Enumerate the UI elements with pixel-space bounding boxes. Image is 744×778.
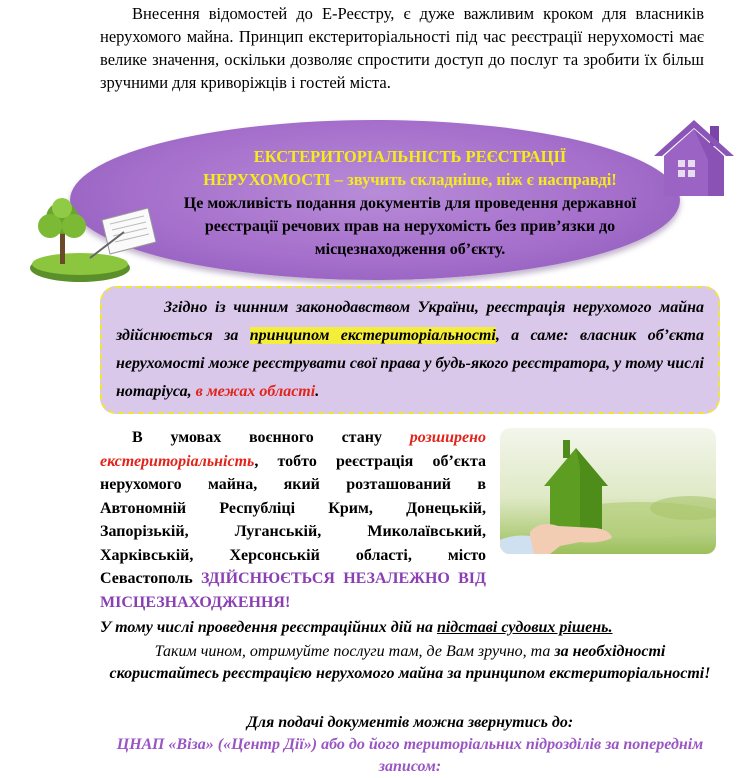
- law-highlight-principle: принципом екстериторіальності: [249, 327, 496, 344]
- ellipse-heading: ЕКСТЕРИТОРІАЛЬНІСТЬ РЕЄСТРАЦІЇ НЕРУХОМОСТІ – звучить складніше, ніж є насправді!: [203, 147, 617, 189]
- independent-location-note: ЗДІЙСНЮЄТЬСЯ НЕЗАЛЕЖНО ВІД МІСЦЕЗНАХОДЖЕННЯ!: [100, 570, 487, 611]
- martial-law-paragraph: В умовах воєнного стану розширено екстериторіальність, тобто реєстрація об’єкта нерухомого майна, який розташований в Автономній Республіці Крим, Донецькій, Запорізькій, Луганській, Миколаївський, Харківській, Херсонській області, місто Севастополь ЗДІЙСНЮЄТЬСЯ НЕЗАЛЕЖНО ВІД МІСЦЕЗНАХОДЖЕННЯ!: [100, 429, 487, 611]
- cnap-info: ЦНАП «Віза» («Центр Дії») або до його територіальних підрозділів за попереднім записом:: [116, 736, 704, 775]
- tree-document-illustration: [20, 190, 170, 290]
- court-decisions-line: У тому числі проведення реєстраційних дій на підставі судових рішень.: [100, 619, 613, 636]
- green-house-photo: [500, 428, 716, 554]
- ellipse-body: Це можливість подання документів для проведення державної реєстрації речових прав на нерухомість без прив’язки до місцезнаходження об’єкту.: [183, 195, 637, 258]
- service-advice-paragraph: Таким чином, отримуйте послуги там, де Вам зручно, та за необхідності скористайтесь реєстрацією нерухомого майна за принципом екстериторіальності!: [109, 643, 711, 682]
- court-decisions-underlined: підставі судових рішень.: [436, 619, 613, 636]
- law-info-text: Згідно із чинним законодавством України, реєстрація нерухомого майна здійснюється за принципом екстериторіальності, а саме: власник об’єкта нерухомості може реєструвати свої права у будь-якого реєстратора, у тому числі нотаріуса, в межах області.: [116, 299, 704, 400]
- law-highlight-region: в межах області: [195, 383, 316, 400]
- apply-heading: Для подачі документів можна звернутись до:: [246, 714, 574, 731]
- intro-paragraph: Внесення відомостей до Е-Реєстру, є дуже важливим кроком для власників нерухомого майна. Принцип екстериторіальності під час реєстрації нерухомості має велике значення, оскільки дозволяє спростити доступ до послуг та зробити їх більш зручними для криворіжців і гостей міста.: [100, 4, 704, 92]
